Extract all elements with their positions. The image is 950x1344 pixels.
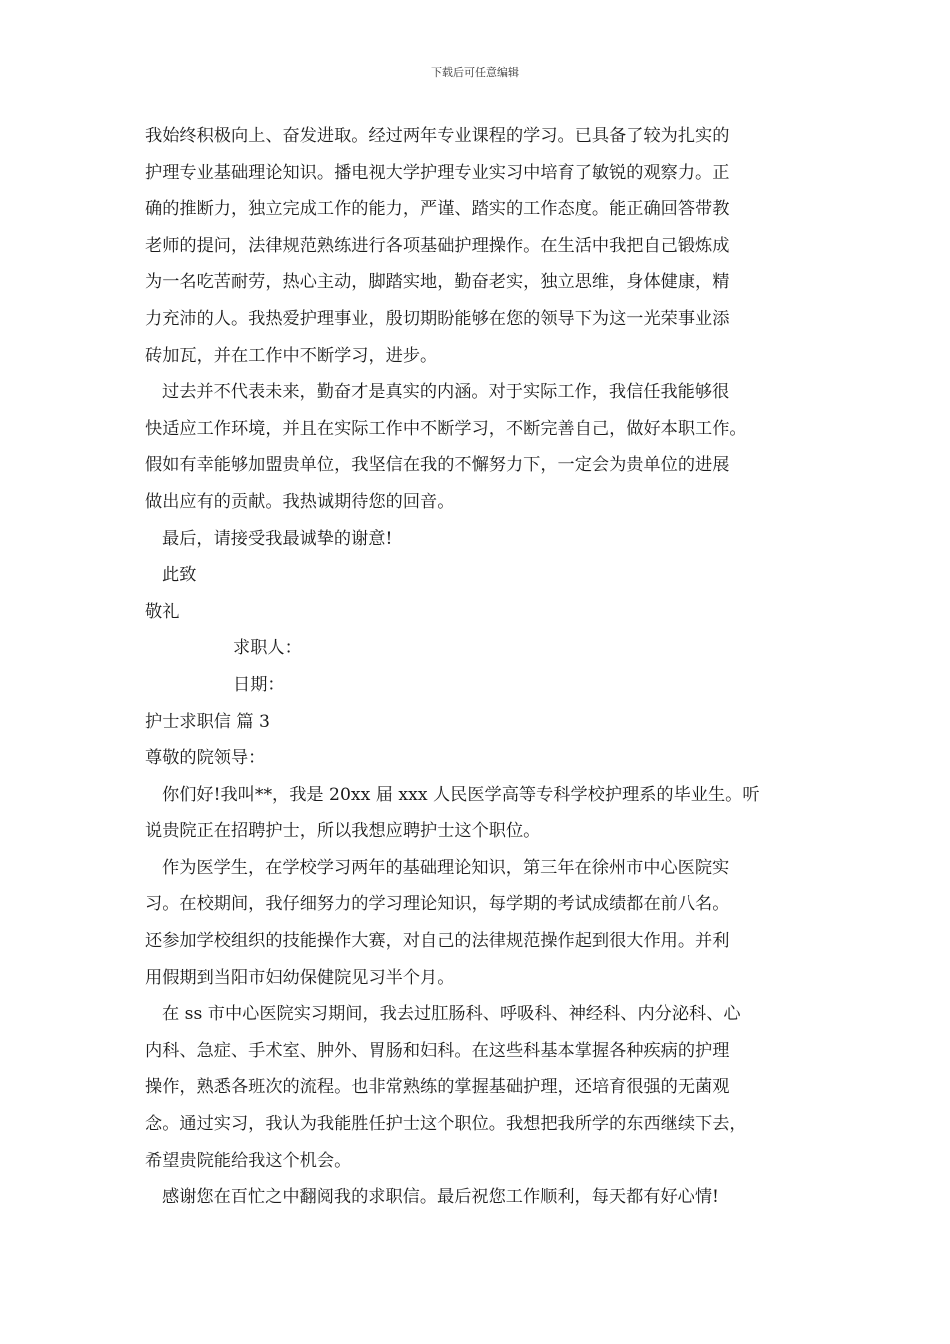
text-line: 用假期到当阳市妇幼保健院见习半个月。: [145, 967, 455, 988]
text-line: 力充沛的人。我热爱护理事业，殷切期盼能够在您的领导下为这一光荣事业添: [145, 308, 730, 329]
text-line: 还参加学校组织的技能操作大赛，对自己的法律规范操作起到很大作用。并利: [145, 931, 730, 952]
text-line: 习。在校期间，我仔细努力的学习理论知识，每学期的考试成绩都在前八名。: [145, 894, 730, 915]
text-line: 内科、急症、手术室、肿外、胃肠和妇科。在这些科基本掌握各种疾病的护理: [145, 1040, 730, 1061]
document-body: [145, 118, 813, 1216]
text-line: 最后，请接受我最诚挚的谢意!: [162, 528, 393, 549]
text-line: 希望贵院能给我这个机会。: [145, 1150, 352, 1171]
page-header: 下载后可任意编辑: [431, 66, 519, 79]
text-line: 尊敬的院领导：: [145, 748, 266, 769]
text-line: 假如有幸能够加盟贵单位，我坚信在我的不懈努力下，一定会为贵单位的进展: [145, 455, 730, 476]
text-line: 快适应工作环境，并且在实际工作中不断学习，不断完善自己，做好本职工作。: [145, 418, 747, 439]
text-line: 念。通过实习，我认为我能胜任护士这个职位。我想把我所学的东西继续下去，: [145, 1114, 747, 1135]
text-line: 在 ss 市中心医院实习期间，我去过肛肠科、呼吸科、神经科、内分泌科、心: [162, 1004, 741, 1025]
text-line: 做出应有的贡献。我热诚期待您的回音。: [145, 491, 455, 512]
text-line: 过去并不代表未来，勤奋才是真实的内涵。对于实际工作，我信任我能够很: [162, 382, 730, 403]
text-line: 护理专业基础理论知识。播电视大学护理专业实习中培育了敏锐的观察力。正: [145, 162, 730, 183]
text-line: 感谢您在百忙之中翻阅我的求职信。最后祝您工作顺利，每天都有好心情!: [162, 1187, 719, 1208]
text-line: 日期：: [233, 674, 285, 695]
text-line: 说贵院正在招聘护士，所以我想应聘护士这个职位。: [145, 821, 541, 842]
text-line: 作为医学生，在学校学习两年的基础理论知识，第三年在徐州市中心医院实: [162, 857, 730, 878]
text-line: 你们好!我叫**，我是 20xx 届 xxx 人民医学高等专科学校护理系的毕业生。听: [162, 784, 760, 805]
text-line: 操作，熟悉各班次的流程。也非常熟练的掌握基础护理，还培育很强的无菌观: [145, 1077, 730, 1098]
text-line: 为一名吃苦耐劳，热心主动，脚踏实地，勤奋老实，独立思维，身体健康，精: [145, 272, 730, 293]
text-line: 砖加瓦，并在工作中不断学习，进步。: [145, 345, 438, 366]
text-line: 确的推断力，独立完成工作的能力，严谨、踏实的工作态度。能正确回答带教: [145, 199, 730, 220]
text-line: 我始终积极向上、奋发进取。经过两年专业课程的学习。已具备了较为扎实的: [145, 126, 730, 146]
text-line: 此致: [162, 565, 197, 586]
text-line: 求职人：: [233, 638, 302, 659]
text-line: 护士求职信 篇 3: [145, 711, 270, 732]
text-line: 敬礼: [145, 601, 180, 622]
text-line: 老师的提问，法律规范熟练进行各项基础护理操作。在生活中我把自己锻炼成: [145, 235, 730, 256]
